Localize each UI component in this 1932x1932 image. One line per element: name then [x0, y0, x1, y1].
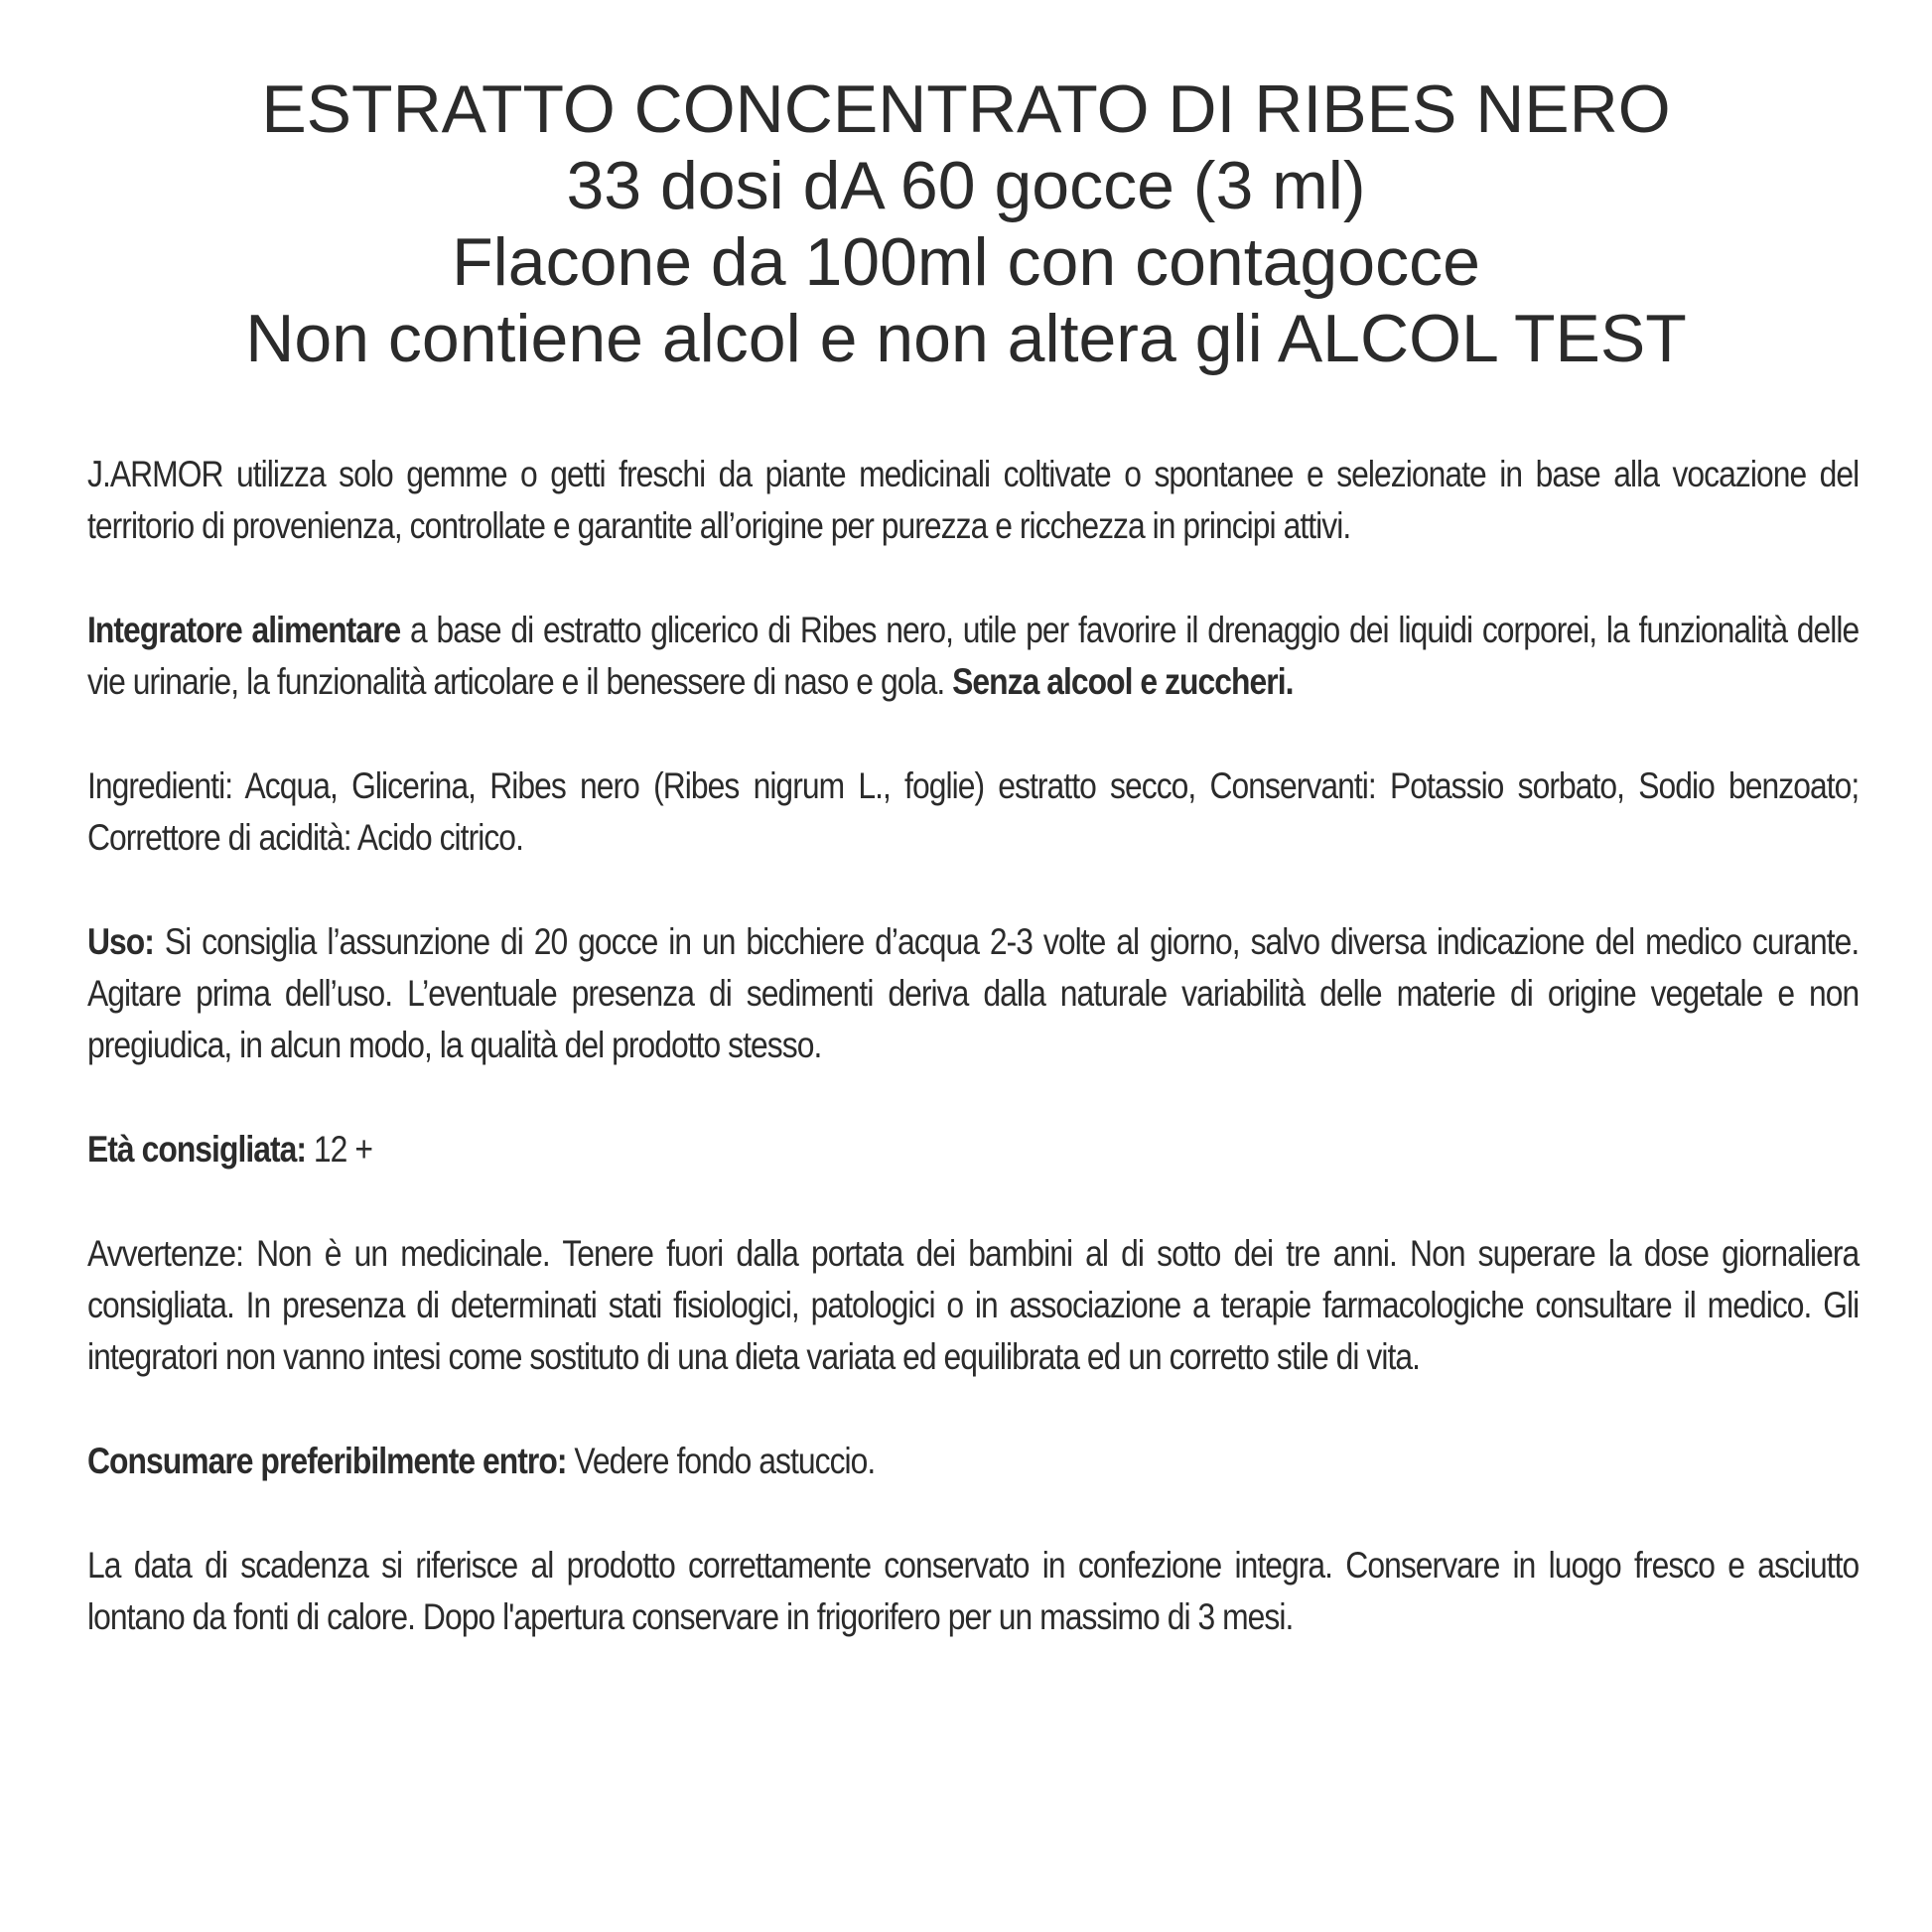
best-before-label: Consumare preferibilmente entro:	[87, 1441, 567, 1481]
title-product-name: ESTRATTO CONCENTRATO DI RIBES NERO	[261, 71, 1671, 147]
title-block	[0, 71, 1932, 377]
age-wrap	[87, 1124, 1859, 1175]
usage-paragraph	[87, 916, 1859, 1071]
warnings-paragraph	[87, 1228, 1859, 1383]
title-bottle: Flacone da 100ml con contagocce	[452, 224, 1480, 300]
best-before-paragraph	[87, 1436, 1859, 1487]
age-paragraph	[87, 1124, 1859, 1175]
description-paragraph	[87, 605, 1859, 708]
usage-wrap	[87, 916, 1859, 1071]
storage-paragraph	[87, 1540, 1859, 1643]
description-wrap	[87, 605, 1859, 708]
title-alcohol-note: Non contiene alcol e non altera gli ALCOL TEST	[245, 301, 1687, 376]
age-value: 12 +	[306, 1129, 372, 1170]
description-text: a base di estratto glicerico di Ribes nero, utile per favorire il drenaggio dei liquidi corporei, la funzionalità delle vie urinarie, la funzionalità articolare e il benessere di naso e gola.	[87, 610, 1860, 702]
description-bold-lead: Integratore alimentare	[87, 610, 401, 650]
intro-text: J.ARMOR utilizza solo gemme o getti freschi da piante medicinali coltivate o spontanee e selezionate in base alla vocazione del territorio di provenienza, controllate e garantite all’origine per purezza e ricchezza in principi attivi.	[87, 454, 1860, 546]
ingredients-text: Ingredienti: Acqua, Glicerina, Ribes nero (Ribes nigrum L., foglie) estratto secco, Conservanti: Potassio sorbato, Sodio benzoato; Correttore di acidità: Acido citrico.	[87, 765, 1860, 858]
best-before-value: Vedere fondo astuccio.	[566, 1441, 876, 1481]
title-doses: 33 dosi dA 60 gocce (3 ml)	[566, 148, 1366, 223]
description-bold-tail: Senza alcool e zuccheri.	[952, 661, 1294, 702]
intro-paragraph	[87, 449, 1859, 552]
warnings-text: Avvertenze: Non è un medicinale. Tenere fuori dalla portata dei bambini al di sotto dei tre anni. Non superare la dose giornaliera consigliata. In presenza di determinati stati fisiologici, patologici o in associazione a terapie farmacologiche consultare il medico. Gli integratori non vanno intesi come sostituto di una dieta variata ed equilibrata ed un corretto stile di vita.	[87, 1233, 1860, 1377]
age-label: Età consigliata:	[87, 1129, 307, 1170]
usage-text: Si consiglia l’assunzione di 20 gocce in un bicchiere d’acqua 2-3 volte al giorno, salvo diversa indicazione del medico curante. Agitare prima dell’uso. L’eventuale presenza di sedimenti deriva dalla naturale variabilità delle materie di origine vegetale e non pregiudica, in alcun modo, la qualità del prodotto stesso.	[87, 921, 1860, 1065]
ingredients-paragraph	[87, 760, 1859, 864]
body-text	[87, 449, 1859, 1696]
best-before-wrap	[87, 1436, 1859, 1487]
usage-label: Uso:	[87, 921, 154, 962]
storage-text: La data di scadenza si riferisce al prodotto correttamente conservato in confezione integra. Conservare in luogo fresco e asciutto lontano da fonti di calore. Dopo l'apertura conservare in frigorifero per un massimo di 3 mesi.	[87, 1545, 1860, 1637]
